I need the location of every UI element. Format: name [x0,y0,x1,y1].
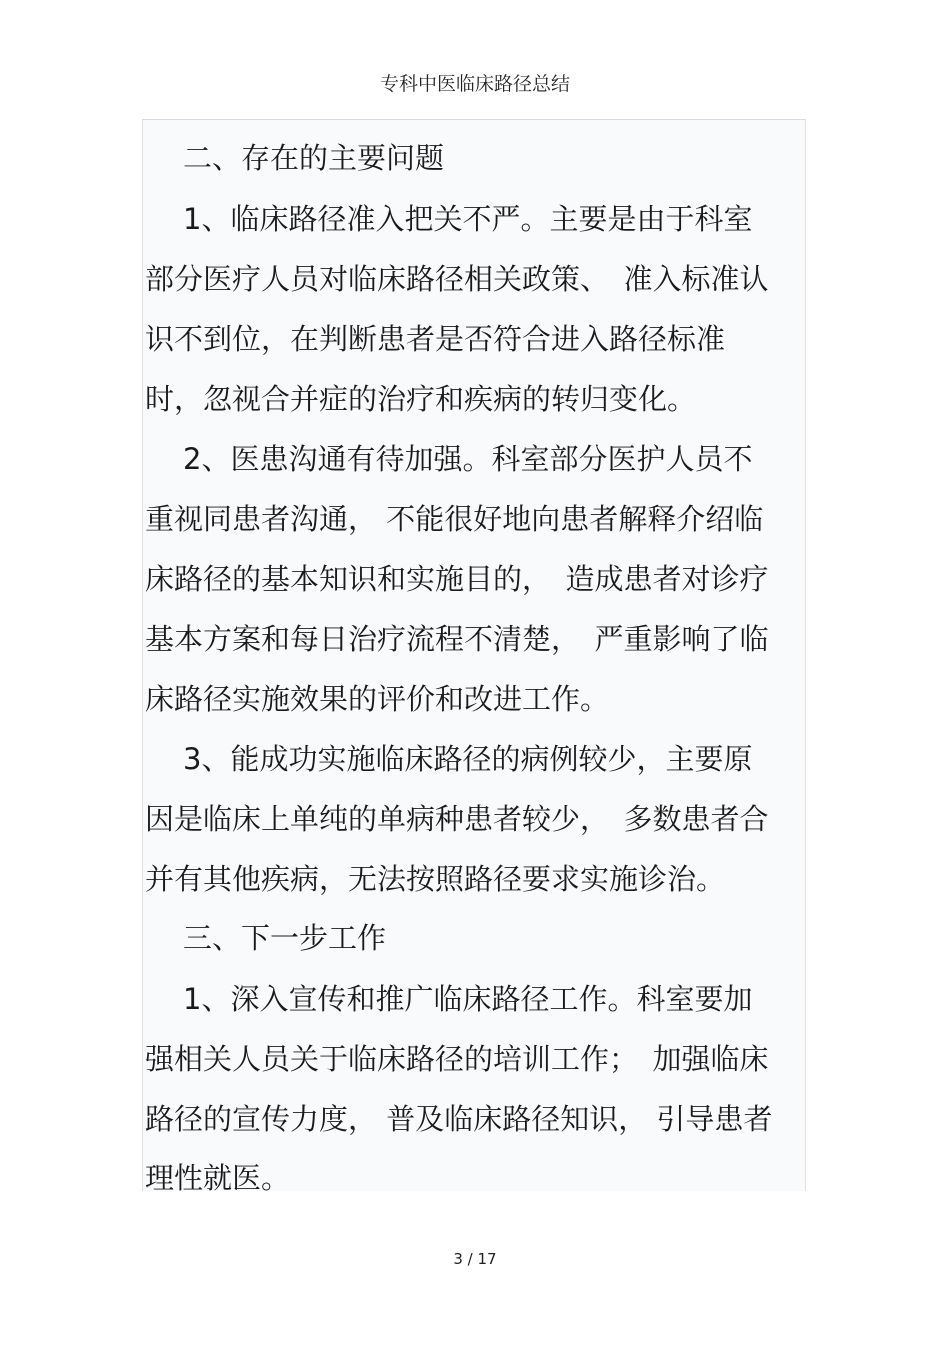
paragraph-line: 基本方案和每日治疗流程不清楚， 严重影响了临 [145,622,769,656]
paragraph-line: 理性就医。 [145,1161,291,1195]
paragraph-line: 1、深入宣传和推广临床路径工作。科室要加 [183,982,753,1016]
paragraph-line: 部分医疗人员对临床路径相关政策、 准入标准认 [145,262,769,296]
paragraph-line: 重视同患者沟通， 不能很好地向患者解释介绍临 [145,502,764,536]
section-heading-problems: 二、存在的主要问题 [183,141,445,175]
section-heading-next-steps: 三、下一步工作 [183,921,387,955]
paragraph-line: 因是临床上单纯的单病种患者较少， 多数患者合 [145,802,769,836]
paragraph-line: 1、临床路径准入把关不严。主要是由于科室 [183,202,753,236]
paragraph-line: 并有其他疾病，无法按照路径要求实施诊治。 [145,862,726,896]
paragraph-line: 3、能成功实施临床路径的病例较少，主要原 [183,742,753,776]
page-number: 3 / 17 [453,1250,497,1268]
paragraph-line: 时，忽视合并症的治疗和疾病的转归变化。 [145,382,697,416]
paragraph-line: 2、医患沟通有待加强。科室部分医护人员不 [183,442,753,476]
paragraph-line: 床路径实施效果的评价和改进工作。 [145,682,610,716]
page-header-title: 专科中医临床路径总结 [379,73,570,95]
paragraph-line: 强相关人员关于临床路径的培训工作； 加强临床 [145,1042,769,1076]
paragraph-line: 路径的宣传力度， 普及临床路径知识， 引导患者 [145,1102,773,1136]
document-body [142,119,806,1195]
paragraph-line: 床路径的基本知识和实施目的， 造成患者对诊疗 [145,562,769,596]
paragraph-line: 识不到位，在判断患者是否符合进入路径标准 [145,322,726,356]
